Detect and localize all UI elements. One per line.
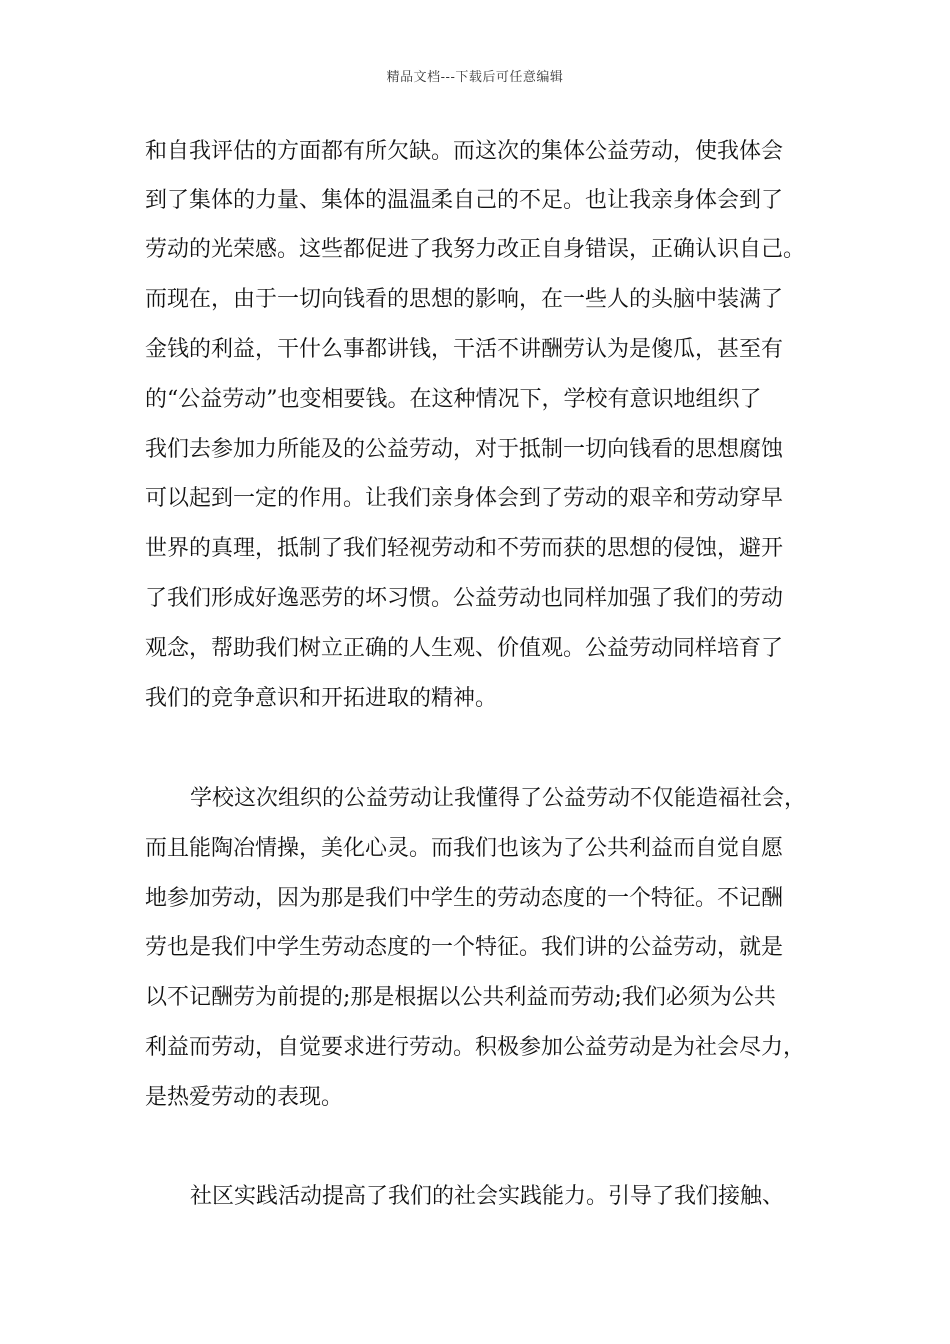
text-line: 金钱的利益，干什么事都讲钱，干活不讲酬劳认为是傻瓜，甚至有 [145,337,784,362]
text-line: 学校这次组织的公益劳动让我懂得了公益劳动不仅能造福社会， [190,786,807,811]
text-line: 的“公益劳动”也变相要钱。在这种情况下，学校有意识地组织了 [145,387,762,412]
text-line: 观念，帮助我们树立正确的人生观、价值观。公益劳动同样培育了 [145,636,784,661]
text-line: 劳也是我们中学生劳动态度的一个特征。我们讲的公益劳动，就是 [145,935,784,960]
text-line: 可以起到一定的作用。让我们亲身体会到了劳动的艰辛和劳动穿早 [145,486,784,511]
page-header: 精品文档---下载后可任意编辑 [386,70,564,85]
text-line: 而现在，由于一切向钱看的思想的影响，在一些人的头脑中装满了 [145,287,784,312]
text-line: 是热爱劳动的表现。 [145,1085,344,1110]
text-line: 社区实践活动提高了我们的社会实践能力。引导了我们接触、 [190,1184,785,1209]
text-line: 我们的竞争意识和开拓进取的精神。 [145,686,498,711]
text-line: 利益而劳动，自觉要求进行劳动。积极参加公益劳动是为社会尽力， [145,1035,806,1060]
text-line: 而且能陶冶情操，美化心灵。而我们也该为了公共利益而自觉自愿 [145,836,784,861]
text-line: 和自我评估的方面都有所欠缺。而这次的集体公益劳动，使我体会 [145,139,784,164]
text-line: 劳动的光荣感。这些都促进了我努力改正自身错误，正确认识自己。 [145,237,806,262]
text-line: 了我们形成好逸恶劳的坏习惯。公益劳动也同样加强了我们的劳动 [145,586,784,611]
text-line: 以不记酬劳为前提的;那是根据以公共利益而劳动;我们必须为公共 [145,985,776,1010]
text-line: 地参加劳动，因为那是我们中学生的劳动态度的一个特征。不记酬 [145,886,784,911]
text-line: 我们去参加力所能及的公益劳动，对于抵制一切向钱看的思想腐蚀 [145,437,784,462]
text-line: 到了集体的力量、集体的温温柔自己的不足。也让我亲身体会到了 [145,188,784,213]
text-line: 世界的真理，抵制了我们轻视劳动和不劳而获的思想的侵蚀，避开 [145,536,784,561]
